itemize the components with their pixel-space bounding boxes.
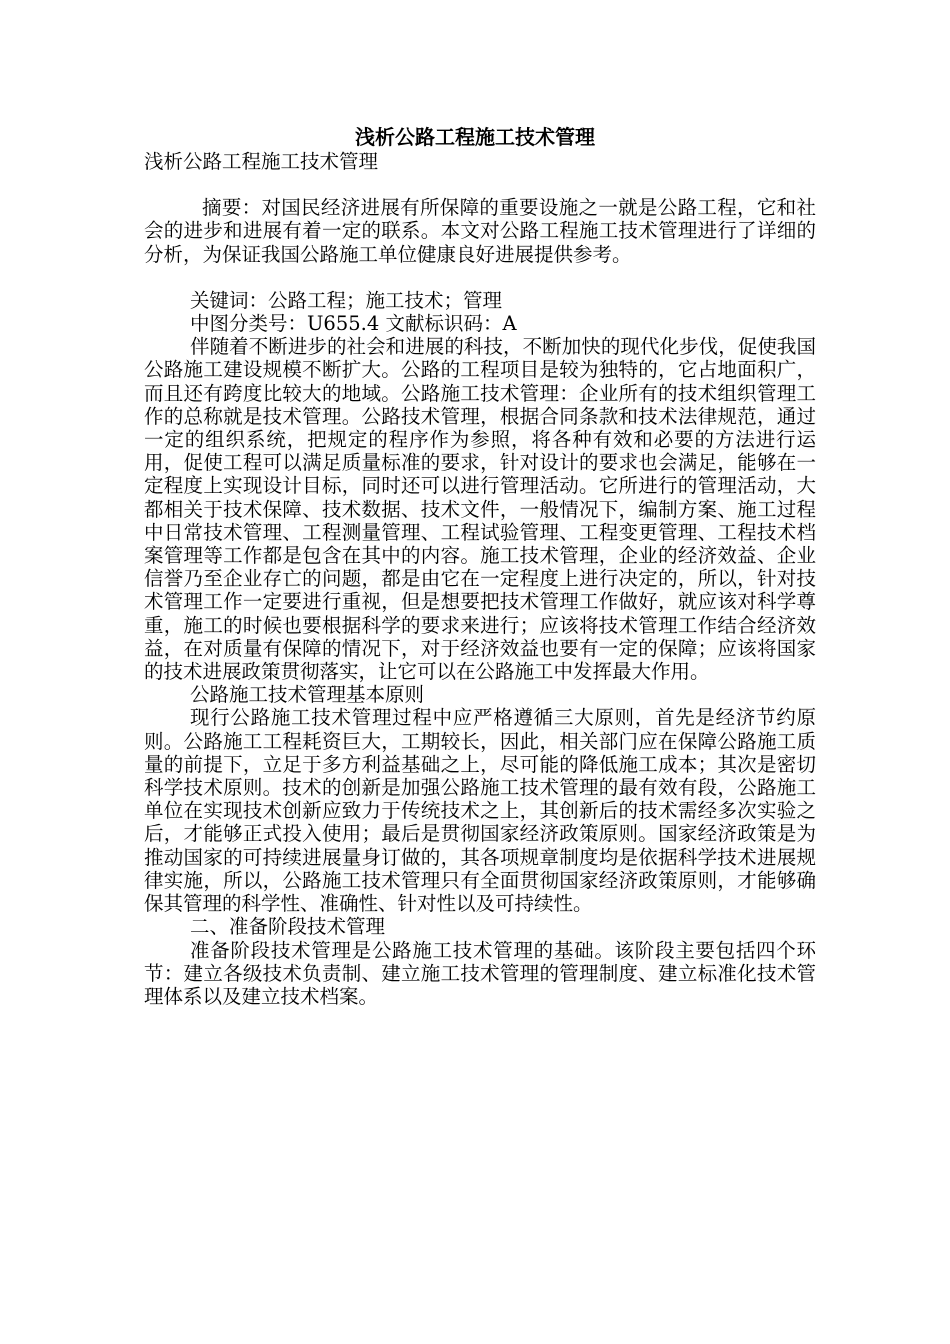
spacer [144, 266, 816, 289]
body-paragraph: 准备阶段技术管理是公路施工技术管理的基础。该阶段主要包括四个环节：建立各级技术负责制、建立施工技术管理的管理制度、建立标准化技术管理体系以及建立技术档案。 [144, 938, 816, 1008]
body-paragraph: 现行公路施工技术管理过程中应严格遵循三大原则，首先是经济节约原则。公路施工工程耗资巨大，工期较长，因此，相关部门应在保障公路施工质量的前提下，立足于多方利益基础之上，尽可能的降低施工成本；其次是密切科学技术原则。技术的创新是加强公路施工技术管理的最有效有段，公路施工单位在实现技术创新应致力于传统技术之上，其创新后的技术需经多次实验之后，才能够正式投入使用；最后是贯彻国家经济政策原则。国家经济政策是为推动国家的可持续进展量身订做的，其各项规章制度均是依据科学技术进展规律实施，所以，公路施工技术管理只有全面贯彻国家经济政策原则，才能够确保其管理的科学性、准确性、针对性以及可持续性。 [144, 706, 816, 916]
section-heading: 二、准备阶段技术管理 [190, 915, 386, 939]
document-title: 浅析公路工程施工技术管理 [355, 125, 595, 149]
document-body [144, 150, 816, 1008]
keywords-line: 关键词：公路工程；施工技术；管理 [190, 288, 503, 312]
section-heading: 公路施工技术管理基本原则 [190, 683, 425, 707]
abstract-paragraph: 摘要：对国民经济进展有所保障的重要设施之一就是公路工程，它和社会的进步和进展有着一定的联系。本文对公路工程施工技术管理进行了详细的分析，为保证我国公路施工单位健康良好进展提供参考。 [144, 196, 816, 266]
classification-line: 中图分类号：U655.4 文献标识码：A [190, 312, 517, 336]
document-subtitle: 浅析公路工程施工技术管理 [144, 150, 379, 173]
body-paragraph: 伴随着不断进步的社会和进展的科技，不断加快的现代化步伐，促使我国公路施工建设规模不断扩大。公路的工程项目是较为独特的，它占地面积广，而且还有跨度比较大的地域。公路施工技术管理：企业所有的技术组织管理工作的总称就是技术管理。公路技术管理，根据合同条款和技术法律规范，通过一定的组织系统，把规定的程序作为参照，将各种有效和必要的方法进行运用，促使工程可以满足质量标准的要求，针对设计的要求也会满足，能够在一定程度上实现设计目标，同时还可以进行管理活动。它所进行的管理活动，大都相关于技术保障、技术数据、技术文件，一般情况下，编制方案、施工过程中日常技术管理、工程测量管理、工程试验管理、工程变更管理、工程技术档案管理等工作都是包含在其中的内容。施工技术管理，企业的经济效益、企业信誉乃至企业存亡的问题，都是由它在一定程度上进行决定的，所以，针对技术管理工作一定要进行重视，但是想要把技术管理工作做好，就应该对科学尊重，施工的时候也要根据科学的要求来进行；应该将技术管理工作结合经济效益，在对质量有保障的情况下，对于经济效益也要有一定的保障；应该将国家的技术进展政策贯彻落实，让它可以在公路施工中发挥最大作用。 [144, 335, 816, 684]
spacer [144, 173, 816, 196]
